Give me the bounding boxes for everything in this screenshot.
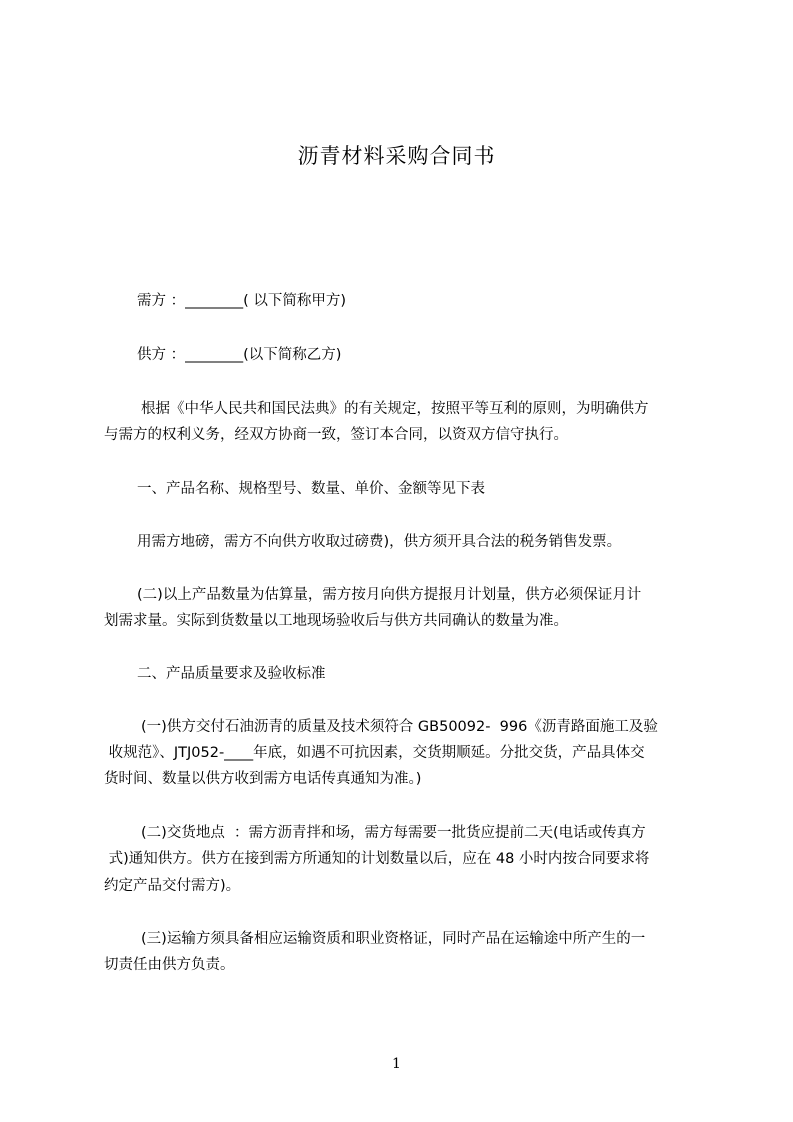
section-2-heading: 二、产品质量要求及验收标准 [137,666,326,682]
quality-line: (一)供方交付石油沥青的质量及技术须符合 GB50092- 996《沥青路面施工及验 [141,719,658,735]
delivery-line: 约定产品交付需方)。 [104,878,241,894]
quality-line: 货时间、数量以供方收到需方电话传真通知为准。) [104,771,422,787]
transport-line: 切责任由供方负责。 [104,957,235,973]
delivery-line: 式)通知供方。供方在接到需方所通知的计划数量以后，应在 48 小时内按合同要求将 [104,851,650,867]
weighing-line: 用需方地磅，需方不向供方收取过磅费)，供方须开具合法的税务销售发票。 [137,534,622,550]
delivery-line: (二)交货地点 ：需方沥青拌和场，需方每需要一批货应提前二天(电话或传真方 [141,825,646,841]
document-title: 沥青材料采购合同书 [297,144,496,168]
section-1-heading: 一、产品名称、规格型号、数量、单价、金额等见下表 [137,481,485,497]
seller-line: 供方 ：________(以下简称乙方) [137,347,342,363]
buyer-line: 需方 ：________( 以下简称甲方) [137,293,347,309]
preamble-line: 根据《中华人民共和国民法典》的有关规定，按照平等互利的原则，为明确供方 [141,401,649,417]
quality-line: 收规范》、JTJ052-____年底，如遇不可抗因素，交货期顺延。分批交货，产品具体交 [104,745,645,761]
preamble-line: 与需方的权利义务，经双方协商一致，签订本合同，以资双方信守执行。 [104,427,568,443]
page-number: 1 [392,1056,401,1072]
transport-line: (三)运输方须具备相应运输资质和职业资格证，同时产品在运输途中所产生的一 [141,931,646,947]
quantity-line: 划需求量。实际到货数量以工地现场验收后与供方共同确认的数量为准。 [104,613,568,629]
quantity-line: (二)以上产品数量为估算量，需方按月向供方提报月计划量，供方必须保证月计 [137,587,642,603]
